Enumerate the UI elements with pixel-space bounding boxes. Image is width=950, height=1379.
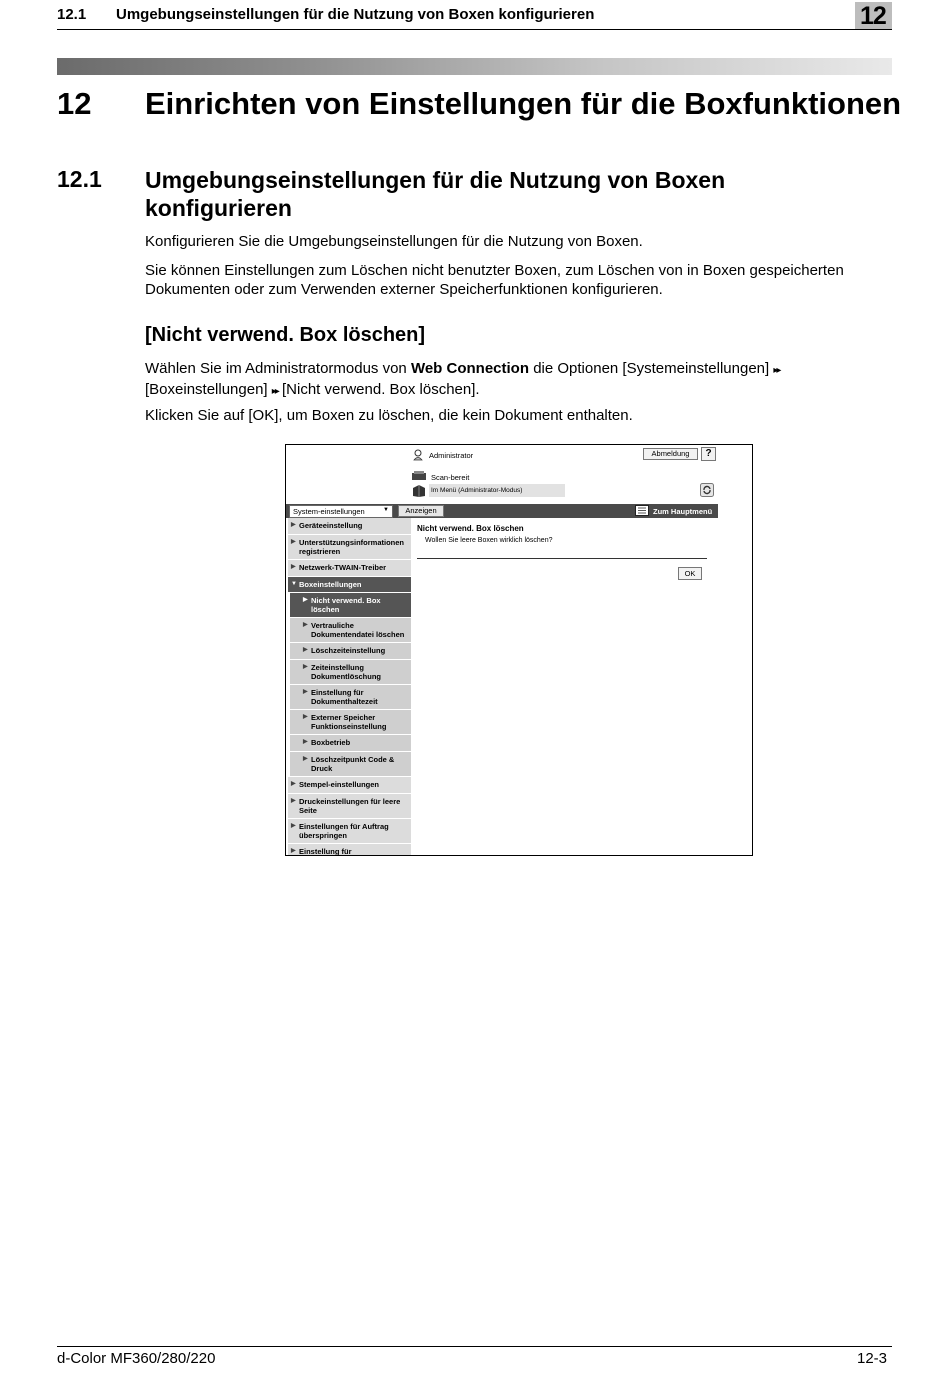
nav-dokumenthaltezeit[interactable] — [290, 685, 411, 710]
nav-arrow-icon: ▶ — [303, 714, 308, 720]
category-select[interactable] — [289, 505, 393, 518]
nav-label: Vertrauliche Dokumentendatei löschen — [311, 621, 405, 639]
footer-rule — [57, 1346, 892, 1347]
nav-label: Stempel-einstellungen — [299, 780, 380, 789]
nav-arrow-icon: ▶ — [303, 647, 308, 653]
header-section-number: 12.1 — [57, 6, 87, 23]
refresh-icon[interactable] — [700, 483, 714, 497]
nav-label: Unterstützungsinformationen registrieren — [299, 538, 404, 556]
confirm-question: Wollen Sie leere Boxen wirklich löschen? — [425, 537, 553, 544]
nav-label: Einstellung für Dokumenthaltezeit — [311, 688, 378, 706]
path-arrow-icon: ▸▸ — [773, 365, 780, 376]
nav-arrow-icon: ▶ — [291, 781, 296, 787]
instruction-path-box: [Boxeinstellungen] — [145, 381, 268, 398]
nav-label: Druckeinstellungen für leere Seite — [299, 797, 401, 815]
nav-label: Einstellung für — [299, 847, 352, 856]
nav-unterstuetzungsinformationen[interactable] — [288, 535, 411, 560]
nav-zeiteinstellung-dokumentloeschung[interactable] — [290, 660, 411, 685]
nav-arrow-icon: ▶ — [303, 756, 308, 762]
section-heading-number: 12.1 — [57, 166, 102, 192]
nav-arrow-icon: ▶ — [303, 739, 308, 745]
nav-boxbetrieb[interactable] — [290, 735, 411, 752]
chapter-number: 12 — [860, 2, 886, 30]
scan-status-text: Scan-bereit — [431, 473, 470, 482]
instruction-path-target: [Nicht verwend. Box löschen]. — [281, 381, 480, 398]
nav-arrow-icon: ▶ — [291, 539, 296, 545]
nav-label: Einstellungen für Auftrag überspringen — [299, 822, 389, 840]
nav-geraeteeinstellung[interactable] — [288, 518, 411, 535]
nav-auftrag-ueberspringen[interactable] — [288, 819, 411, 844]
nav-label: Löschzeiteinstellung — [311, 646, 386, 655]
content-divider — [417, 558, 707, 559]
chapter-heading-number: 12 — [57, 86, 92, 121]
nav-boxeinstellungen[interactable] — [288, 577, 411, 593]
admin-user-icon — [413, 449, 425, 461]
category-select-value: System-einstellungen — [293, 507, 365, 516]
nav-label: Netzwerk-TWAIN-Treiber — [299, 563, 387, 572]
show-button[interactable]: Anzeigen — [398, 505, 444, 517]
logout-button[interactable]: Abmeldung — [643, 448, 698, 460]
nav-label: Löschzeitpunkt Code & Druck — [311, 755, 395, 773]
printer-status-icon — [411, 470, 427, 482]
web-connection-screenshot — [285, 444, 753, 856]
chevron-down-icon: ▼ — [383, 507, 389, 513]
left-navigation — [288, 518, 411, 855]
box-mode-icon — [411, 484, 427, 498]
instruction-post: die Optionen [Systemeinstellungen] — [533, 360, 770, 377]
click-ok-paragraph: Klicken Sie auf [OK], um Boxen zu löschen, die kein Dokument enthalten. — [145, 407, 633, 424]
content-title: Nicht verwend. Box löschen — [417, 524, 524, 533]
chapter-gradient-bar — [57, 58, 892, 75]
nav-externer-speicher[interactable] — [290, 710, 411, 735]
footer-page-number: 12-3 — [857, 1350, 888, 1367]
instruction-paragraph — [145, 359, 885, 401]
mode-status-text: Im Menü (Administrator-Modus) — [431, 487, 523, 494]
header-section-title: Umgebungseinstellungen für die Nutzung von Boxen konfigurieren — [116, 6, 595, 23]
main-menu-link[interactable]: Zum Hauptmenü — [653, 507, 713, 516]
nav-stempel-einstellungen[interactable] — [288, 777, 411, 794]
nav-loeschzeitpunkt-code-druck[interactable] — [290, 752, 411, 777]
subsection-heading: [Nicht verwend. Box löschen] — [145, 324, 426, 346]
nav-arrow-icon: ▶ — [291, 798, 296, 804]
instruction-pre: Wählen Sie im Administratormodus von — [145, 360, 407, 377]
nav-arrow-icon: ▶ — [303, 664, 308, 670]
footer-model: d-Color MF360/280/220 — [57, 1350, 216, 1367]
nav-arrow-icon: ▶ — [303, 689, 308, 695]
section-heading: Umgebungseinstellungen für die Nutzung von Boxen konfigurieren — [145, 167, 726, 221]
nav-label: Geräteeinstellung — [299, 521, 363, 530]
admin-label: Administrator — [429, 451, 474, 460]
nav-arrow-icon: ▶ — [291, 823, 296, 829]
intro-paragraph: Konfigurieren Sie die Umgebungseinstellungen für die Nutzung von Boxen. — [145, 233, 643, 250]
nav-expanded-icon: ▼ — [291, 581, 297, 587]
nav-arrow-icon: ▶ — [303, 597, 308, 603]
description-paragraph: Sie können Einstellungen zum Löschen nicht benutzter Boxen, zum Löschen von in Boxen gespeicherten Dokumenten oder zum Verwenden externer Speicherfunktionen konfigurieren. — [145, 262, 844, 298]
nav-netzwerk-twain[interactable] — [288, 560, 411, 577]
nav-label: Zeiteinstellung Dokumentlöschung — [311, 663, 382, 681]
nav-loeschzeiteinstellung[interactable] — [290, 643, 411, 660]
path-arrow-icon: ▸▸ — [271, 386, 278, 397]
chapter-heading: Einrichten von Einstellungen für die Boxfunktionen — [145, 86, 902, 121]
nav-label: Nicht verwend. Box löschen — [311, 596, 381, 614]
nav-vertrauliche-dokumentendatei[interactable] — [290, 618, 411, 643]
nav-druckeinstellungen-leere-seite[interactable] — [288, 794, 411, 819]
header-rule — [57, 29, 892, 30]
ok-button[interactable]: OK — [678, 567, 702, 580]
main-menu-icon[interactable] — [635, 505, 649, 516]
nav-arrow-icon: ▶ — [303, 622, 308, 628]
nav-arrow-icon: ▶ — [291, 564, 296, 570]
nav-einstellung-fuer[interactable] — [288, 844, 411, 856]
nav-arrow-icon: ▶ — [291, 522, 296, 528]
nav-nicht-verwend-box-loeschen[interactable] — [290, 593, 411, 618]
nav-label: Boxbetrieb — [311, 738, 351, 747]
nav-label: Externer Speicher Funktionseinstellung — [311, 713, 387, 731]
nav-arrow-icon: ▶ — [291, 848, 296, 854]
help-button[interactable]: ? — [701, 447, 716, 461]
web-connection-label: Web Connection — [410, 360, 530, 377]
nav-label: Boxeinstellungen — [299, 580, 362, 589]
